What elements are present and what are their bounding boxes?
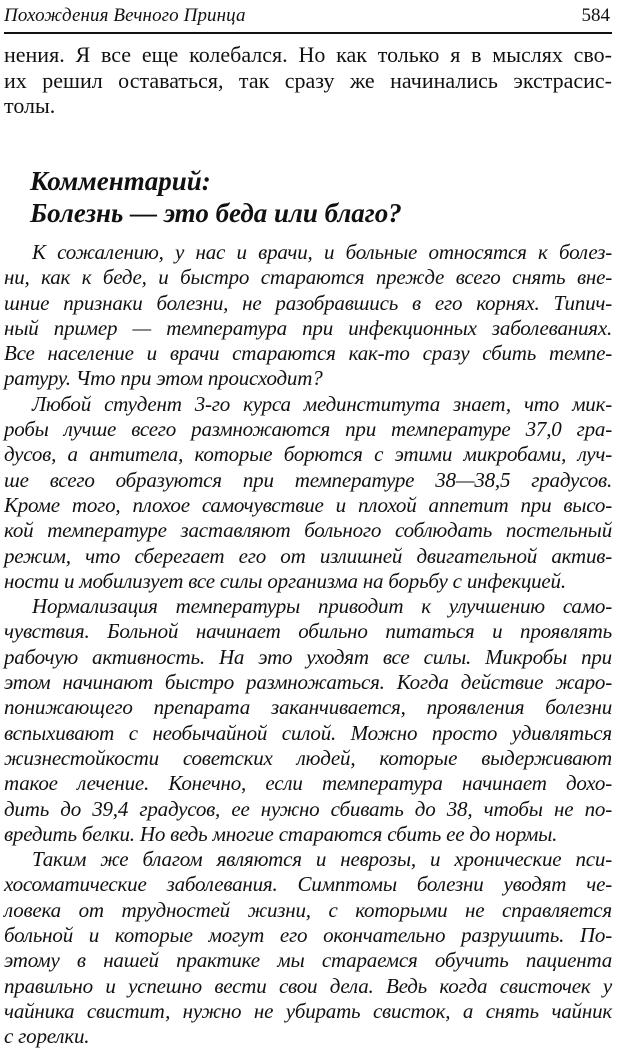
text-line: кой температуре заставляют больного соблюдать постельный: [4, 518, 612, 543]
text-line: шние признаки болезни, не разобравшись в его корнях. Типич-: [4, 290, 612, 315]
text-line: дусов, а антитела, которые борются с этими микробами, луч-: [4, 442, 612, 467]
text-line: К сожалению, у нас и врачи, и больные относятся к болез-: [32, 240, 612, 264]
commentary-paragraph: [4, 594, 612, 847]
text-line: хосоматические заболевания. Симптомы болезни уводят че-: [4, 872, 612, 897]
running-header: [4, 2, 612, 34]
text-line: понижающего препарата заканчивается, проявления болезни: [4, 695, 612, 720]
text-line: Любой студент 3-го курса мединститута знает, что мик-: [32, 391, 612, 416]
text-line: ный пример — температура при инфекционных заболеваниях.: [4, 315, 612, 340]
text-line: вредить белки. Но ведь многие стараются сбить ее до нормы.: [4, 821, 558, 846]
text-line: робы лучше всего размножаются при температуре 37,0 гра-: [4, 417, 612, 442]
text-line: вспыхивают с необычайной силой. Можно просто удивляться: [4, 720, 612, 745]
text-line: чувствия. Больной начинает обильно питаться и проявлять: [4, 619, 612, 644]
heading-line-2: Болезнь — это беда или благо?: [30, 198, 402, 228]
text-line: ратуру. Что при этом происходит?: [4, 366, 323, 391]
text-line: с горелки.: [4, 1024, 90, 1049]
heading-line-1: Комментарий:: [30, 166, 211, 196]
commentary-paragraph: [4, 240, 612, 392]
commentary-paragraph: [4, 392, 612, 594]
text-line: их решил оставаться, так сразу же начинались экстрасис-: [4, 67, 612, 93]
text-line: режим, что сберегает его от излишней двигательной актив-: [4, 543, 612, 568]
text-line: дить до 39,4 градусов, ее нужно сбивать до 38, чтобы не по-: [4, 796, 612, 821]
text-line: ловека от трудностей жизни, с которыми не справляется: [4, 897, 612, 922]
text-line: толы.: [4, 93, 56, 118]
text-line: ни, как к беде, и быстро стараются прежде всего снять вне-: [4, 265, 612, 290]
text-line: жизнестойкости советских людей, которые выдерживают: [4, 745, 612, 770]
text-line: больной и которые могут его окончательно разрушить. По-: [4, 923, 612, 948]
text-line: рабочую активность. На это уходят все силы. Микробы при: [4, 644, 612, 669]
text-line: ше всего образуются при температуре 38—38,5 градусов.: [4, 467, 612, 492]
running-title: Похождения Вечного Принца: [4, 5, 246, 26]
commentary-paragraph: [4, 847, 612, 1049]
section-heading: [30, 165, 402, 229]
text-line: нения. Я все еще колебался. Но как только я в мыслях сво-: [4, 42, 612, 67]
text-line: ности и мобилизует все силы организма на борьбу с инфекцией.: [4, 568, 566, 593]
text-line: такое лечение. Конечно, если температура начинает дохо-: [4, 771, 612, 796]
text-line: чайника свистит, нужно не убирать свисток, а снять чайник: [4, 998, 612, 1023]
page-number: 584: [581, 5, 610, 26]
intro-paragraph: [4, 42, 612, 119]
text-line: Таким же благом являются и неврозы, и хронические пси-: [32, 847, 612, 872]
text-line: Все население и врачи стараются как-то сразу сбить темпе-: [4, 341, 612, 366]
text-line: Нормализация температуры приводит к улучшению само-: [32, 594, 612, 619]
text-line: этом начинают быстро размножаться. Когда действие жаро-: [4, 670, 612, 695]
text-line: правильно и успешно вести свои дела. Ведь когда свисточек у: [4, 973, 612, 998]
commentary-body: [4, 240, 612, 1050]
text-line: этому в нашей практике мы стараемся обучить пациента: [4, 948, 612, 973]
text-line: Кроме того, плохое самочувствие и плохой аппетит при высо-: [4, 492, 612, 517]
